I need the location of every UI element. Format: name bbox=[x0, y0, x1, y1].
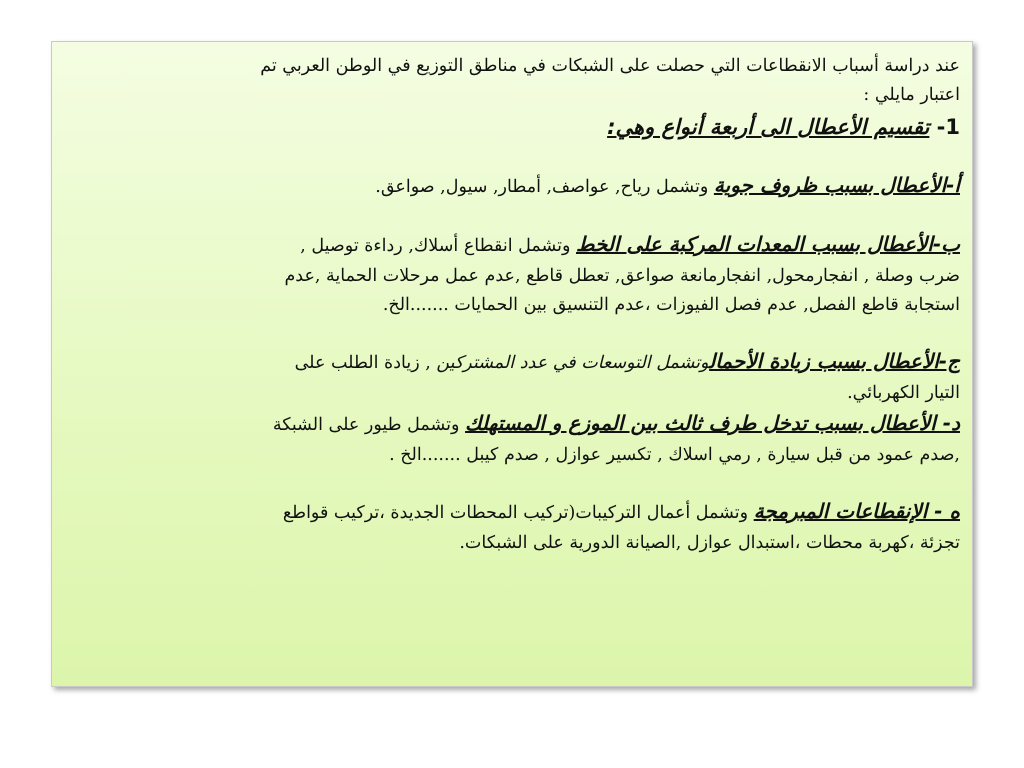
section-b-title: ب-الأعطال بسبب المعدات المركبة على الخط bbox=[576, 232, 960, 256]
spacer bbox=[66, 320, 960, 346]
heading-number: 1- bbox=[936, 115, 960, 139]
section-d-line-1 bbox=[66, 408, 960, 441]
section-a bbox=[66, 170, 960, 203]
section-b-line-3: استجابة قاطع الفصل, عدم فصل الفيوزات ،عدم التنسيق بين الحمايات .......الخ. bbox=[382, 295, 960, 315]
section-d-text-1: وتشمل طيور على الشبكة bbox=[272, 415, 460, 435]
section-e-text-1: وتشمل أعمال التركيبات(تركيب المحطات الجديدة ،تركيب قواطع bbox=[282, 503, 749, 523]
section-c-italic-text: وتشمل التوسعات في عدد المشتركين bbox=[436, 353, 710, 373]
section-c-line-1 bbox=[66, 346, 960, 379]
heading-text: تقسيم الأعطال الى أربعة أنواع وهي: bbox=[607, 115, 930, 139]
section-c-title: ج-الأعطال بسبب زيادة الأحمال bbox=[709, 349, 960, 373]
section-e-line-2: تجزئة ،كهربة محطات ،استبدال عوازل ,الصيانة الدورية على الشبكات. bbox=[459, 533, 960, 553]
section-d-title: د- الأعطال بسبب تدخل طرف ثالث بين الموزع و المستهلك bbox=[465, 411, 960, 435]
intro-line-1: عند دراسة أسباب الانقطاعات التي حصلت على الشبكات في مناطق التوزيع في الوطن العربي تم bbox=[260, 56, 960, 76]
intro-line-2: اعتبار مايلي : bbox=[863, 85, 960, 105]
spacer bbox=[66, 144, 960, 170]
section-c-line-2: التيار الكهربائي. bbox=[847, 383, 960, 403]
section-b-line-1 bbox=[66, 229, 960, 262]
main-heading bbox=[66, 110, 960, 144]
section-b-line-2: ضرب وصلة , انفجارمحول, انفجارمانعة صواعق, تعطل قاطع ,عدم عمل مرحلات الحماية ,عدم bbox=[284, 266, 960, 286]
section-e-title: ه - الإنقطاعات المبرمجة bbox=[753, 499, 960, 523]
content-box bbox=[51, 41, 973, 687]
section-b-text-1: وتشمل انقطاع أسلاك, رداءة توصيل , bbox=[300, 236, 571, 256]
section-d-line-2: ,صدم عمود من قبل سيارة , رمي اسلاك , تكسير عوازل , صدم كيبل .......الخ . bbox=[389, 445, 960, 465]
spacer bbox=[66, 203, 960, 229]
section-a-title: أ-الأعطال بسبب ظروف جوية bbox=[713, 173, 960, 197]
section-e-line-1 bbox=[66, 496, 960, 529]
section-a-text: وتشمل رياح, عواصف, أمطار, سيول, صواعق. bbox=[375, 177, 709, 197]
spacer bbox=[66, 470, 960, 496]
section-c-text-1: , زيادة الطلب على bbox=[294, 353, 437, 373]
